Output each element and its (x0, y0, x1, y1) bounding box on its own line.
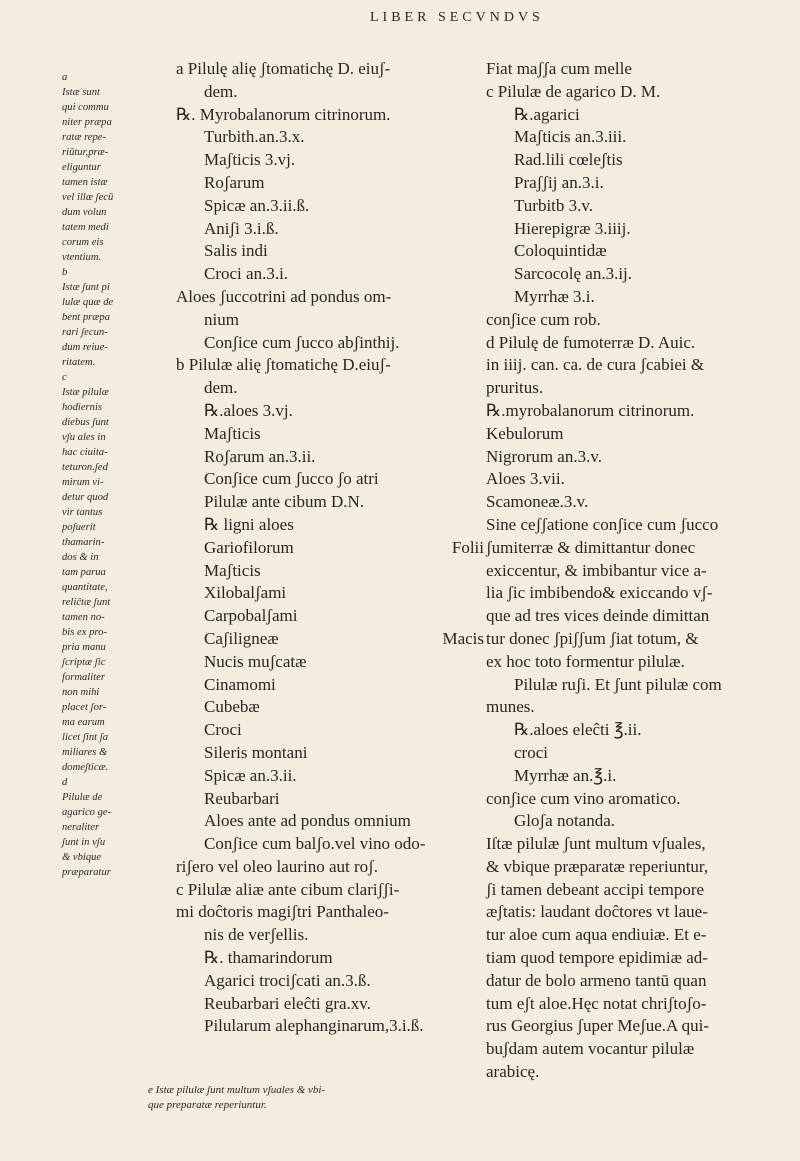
margin-note-line: neraliter (62, 822, 100, 833)
margin-note-line: hac ciuita- (62, 447, 108, 458)
margin-note-line: b (62, 267, 68, 278)
margin-note-line: ʃunt in vʃu (62, 837, 106, 848)
text-line: Agarici trociʃcati an.3.ß. (204, 970, 371, 990)
text-line: ℞.myrobalanorum citrinorum. (486, 400, 695, 420)
text-line: Iſtæ pilulæ ʃunt multum vʃuales, (486, 834, 706, 854)
text-line: Maʃticis 3.vj. (204, 150, 296, 170)
text-line: ex hoc toto formentur pilulæ. (486, 651, 685, 671)
margin-note-line: & vbique (62, 852, 102, 863)
text-line: buʃdam autem vocantur pilulæ (486, 1039, 695, 1059)
margin-note-line: corum eis (62, 237, 104, 248)
text-line: datur de bolo armeno tantū quan (486, 970, 707, 990)
text-line: nis de verʃellis. (204, 925, 309, 945)
margin-note-line: dum reiue- (62, 342, 108, 353)
text-line: Nucis muʃcatæ (204, 651, 307, 671)
margin-note-line: reliĉtæ ʃunt (62, 597, 111, 608)
text-line: & vbique præparatæ reperiuntur, (486, 856, 709, 876)
margin-note-line: pria manu (62, 642, 106, 653)
margin-note-line: ma earum (62, 717, 105, 728)
text-line: dem. (204, 81, 238, 101)
text-line: Aloes ante ad pondus omnium (204, 811, 411, 831)
margin-note-line: agarico ge- (62, 807, 112, 818)
text-line: Caʃiligneæ Macis (176, 628, 494, 651)
margin-note-line: ʃcriptæ ʃic (62, 657, 106, 668)
text-line: exiccentur, & imbibantur vice a- (486, 560, 707, 580)
text-line: Maʃticis (204, 560, 261, 580)
margin-note-line: tatem medi (62, 222, 109, 233)
text-line: Gloʃa notanda. (514, 811, 616, 831)
margin-note-line: bis ex pro- (62, 627, 107, 638)
margin-note-line: miliares & (62, 747, 108, 758)
text-line: Conʃice cum balʃo.vel vino odo- (204, 834, 426, 854)
text-line: Xilobalʃami (204, 583, 287, 603)
margin-note-line: poʃuerit (62, 522, 96, 533)
margin-note-line: riūtur,præ- (62, 147, 109, 158)
text-line: Pilulæ ante cibum D.N. (204, 492, 365, 512)
text-line: Roʃarum (204, 172, 265, 192)
text-line: Maʃticis an.3.iii. (514, 127, 627, 147)
text-line: Cubebæ (204, 697, 260, 717)
margin-note-line: vel illæ ʃecū (62, 192, 114, 203)
margin-note-line: placet ʃor- (62, 702, 107, 713)
text-line: lia ʃic imbibendo& exiccando vʃ- (486, 583, 713, 603)
margin-note-line: vtentium. (62, 252, 102, 263)
text-line: riʃero vel oleo laurino aut roʃ. (176, 856, 379, 876)
text-line: Aloes 3.vii. (486, 469, 565, 489)
text-line: Spicæ an.3.ii.ß. (204, 195, 310, 215)
margin-note-line: vʃu ales in (62, 432, 106, 443)
text-line: ℞. thamarindorum (204, 948, 333, 968)
text-line: Conʃice cum ʃucco ʃo atri (204, 469, 379, 489)
footnote-line: que preparatæ reperiuntur. (148, 1099, 267, 1111)
text-line: Croci an.3.i. (204, 264, 289, 284)
margin-note-line: hodiernis (62, 402, 103, 413)
margin-note-line: qui commu (62, 102, 109, 113)
text-line: munes. (486, 697, 535, 717)
margin-note-line: tamen istæ (62, 177, 108, 188)
footnote-line: e Istæ pilulæ ʃunt multum vʃuales & vbi- (148, 1084, 326, 1096)
left-column (176, 58, 494, 1038)
text-line: Turbitb 3.v. (514, 195, 594, 215)
text-line: ʃumiterræ & dimittantur donec (486, 537, 696, 557)
text-line: Myrrhæ 3.i. (514, 286, 595, 306)
text-line: ℞. Myrobalanorum citrinorum. (176, 104, 391, 124)
margin-note-line: a (62, 72, 68, 83)
margin-note-line: Istæ ʃunt pi (62, 282, 110, 293)
text-line: Maʃticis (204, 423, 261, 443)
margin-note-line: non mihi (62, 687, 100, 698)
text-line: Salis indi (204, 241, 268, 261)
text-line: mi doĉtoris magiʃtri Panthaleo- (176, 902, 389, 922)
margin-note-line: tamen no- (62, 612, 105, 623)
text-line: tiam quod tempore epidimiæ ad- (486, 948, 708, 968)
text-line: Rad.lili cœleʃtis (514, 150, 623, 170)
text-line: ℞ ligni aloes (204, 514, 294, 534)
text-line: pruritus. (486, 378, 544, 398)
text-line: Spicæ an.3.ii. (204, 765, 297, 785)
text-line: Sarcocolę an.3.ij. (514, 264, 633, 284)
text-line: Fiat maʃʃa cum melle (486, 59, 632, 78)
margin-note-line: dos & in (62, 552, 99, 563)
text-line: conʃice cum vino aromatico. (486, 788, 681, 808)
text-line: conʃice cum rob. (486, 309, 601, 329)
margin-note-line: Pilulæ de (62, 792, 103, 803)
text-line: c Pilulæ de agarico D. M. (486, 81, 661, 101)
text-line: Turbith.an.3.x. (204, 127, 305, 147)
text-line: Reubarbari (204, 788, 280, 808)
text-line: nium (204, 309, 239, 329)
text-line: Scamoneæ.3.v. (486, 492, 589, 512)
text-line: tur donec ʃpiʃʃum ʃiat totum, & (486, 628, 699, 648)
margin-note-line: Istæ sunt (62, 87, 100, 98)
right-column (486, 58, 786, 1084)
margin-note-line: vir tantus (62, 507, 103, 518)
margin-note-line: quantitate, (62, 582, 108, 593)
text-line: Myrrhæ an.℥.i. (514, 765, 617, 785)
margin-note-line: dum volun (62, 207, 107, 218)
text-line: æʃtatis: laudant doĉtores vt laue- (486, 902, 708, 922)
text-line: Reubarbari eleĉti gra.xv. (204, 993, 371, 1013)
text-line: que ad tres vices deinde dimittan (486, 606, 710, 626)
text-line: Conʃice cum ʃucco abʃinthij. (204, 332, 400, 352)
margin-note-line: niter præpa (62, 117, 112, 128)
text-line: Nigrorum an.3.v. (486, 446, 602, 466)
text-line: Praʃʃij an.3.i. (514, 172, 604, 192)
footnote (148, 1083, 498, 1113)
text-line: ℞.aloes 3.vj. (204, 400, 293, 420)
text-line: Cinamomi (204, 674, 276, 694)
text-line: Gariofilorum Folii (176, 537, 494, 560)
margin-note-line: Istæ pilulæ (62, 387, 109, 398)
margin-note-line: domeʃticæ. (62, 762, 109, 773)
margin-note-line: licet ʃint ʃa (62, 732, 109, 743)
text-line: ℞.agarici (514, 104, 580, 124)
margin-note-line: thamarin- (62, 537, 105, 548)
text-line: d Pilulę de fumoterræ D. Auic. (486, 332, 696, 352)
margin-note-line: bent præpa (62, 312, 110, 323)
margin-note-line: lulæ quæ de (62, 297, 114, 308)
text-line: Roʃarum an.3.ii. (204, 446, 316, 466)
margin-note-line: detur quod (62, 492, 109, 503)
text-line: ʃi tamen debeant accipi tempore (486, 879, 705, 899)
text-line: dem. (204, 378, 238, 398)
text-line: ℞.aloes eleĉti ℥.ii. (514, 720, 642, 740)
text-line: Pilulæ ruʃi. Et ʃunt pilulæ com (514, 674, 722, 694)
text-line: Kebulorum (486, 423, 564, 443)
margin-note-line: ritatem. (62, 357, 96, 368)
text-line: Coloquintidæ (514, 241, 607, 261)
running-header: LIBER SECVNDVS (370, 10, 544, 25)
text-line: Aniʃi 3.i.ß. (204, 218, 279, 238)
text-line: a Pilulę alię ʃtomatichę D. eiuʃ- (176, 59, 391, 78)
margin-note-line: teturon.ʃed (62, 462, 108, 473)
text-line: Sine ceʃʃatione conʃice cum ʃucco (486, 514, 719, 534)
text-line: rus Georgius ʃuper Meʃue.A qui- (486, 1016, 710, 1036)
text-line: Hierepigræ 3.iiij. (514, 218, 631, 238)
text-line: Croci (204, 720, 242, 740)
text-line: Sileris montani (204, 742, 308, 762)
text-line: croci (514, 742, 548, 762)
margin-note-line: c (62, 372, 67, 383)
text-line: tum eʃt aloe.Hęc notat chriʃtoʃo- (486, 993, 707, 1013)
side-label-folii: Folii (451, 537, 484, 557)
text-line: arabicę. (486, 1062, 540, 1082)
text-line: b Pilulæ alię ʃtomatichę D.eiuʃ- (176, 355, 391, 375)
margin-note-line: diebus ʃunt (62, 417, 109, 428)
margin-note-line: præparatur (62, 867, 111, 878)
margin-note-line: ratæ repe- (62, 132, 107, 143)
margin-note-line: d (62, 777, 68, 788)
margin-note-line: mirum vi- (62, 477, 104, 488)
text-line: Aloes ʃuccotrini ad pondus om- (176, 286, 392, 306)
margin-note-line: formaliter (62, 672, 105, 683)
margin-note-line: rari ʃecun- (62, 327, 108, 338)
text-line: in iiij. can. ca. de cura ʃcabiei & (486, 355, 705, 375)
text-line: Pilularum alephanginarum,3.i.ß. (204, 1016, 424, 1036)
margin-note-line: eliguntur (62, 162, 101, 173)
margin-note-line: tam parua (62, 567, 106, 578)
text-line: c Pilulæ aliæ ante cibum clariʃʃi- (176, 879, 400, 899)
text-line: Carpobalʃami (204, 606, 298, 626)
text-line: tur aloe cum aqua endiuiæ. Et e- (486, 925, 707, 945)
side-label-macis: Macis (442, 628, 484, 648)
